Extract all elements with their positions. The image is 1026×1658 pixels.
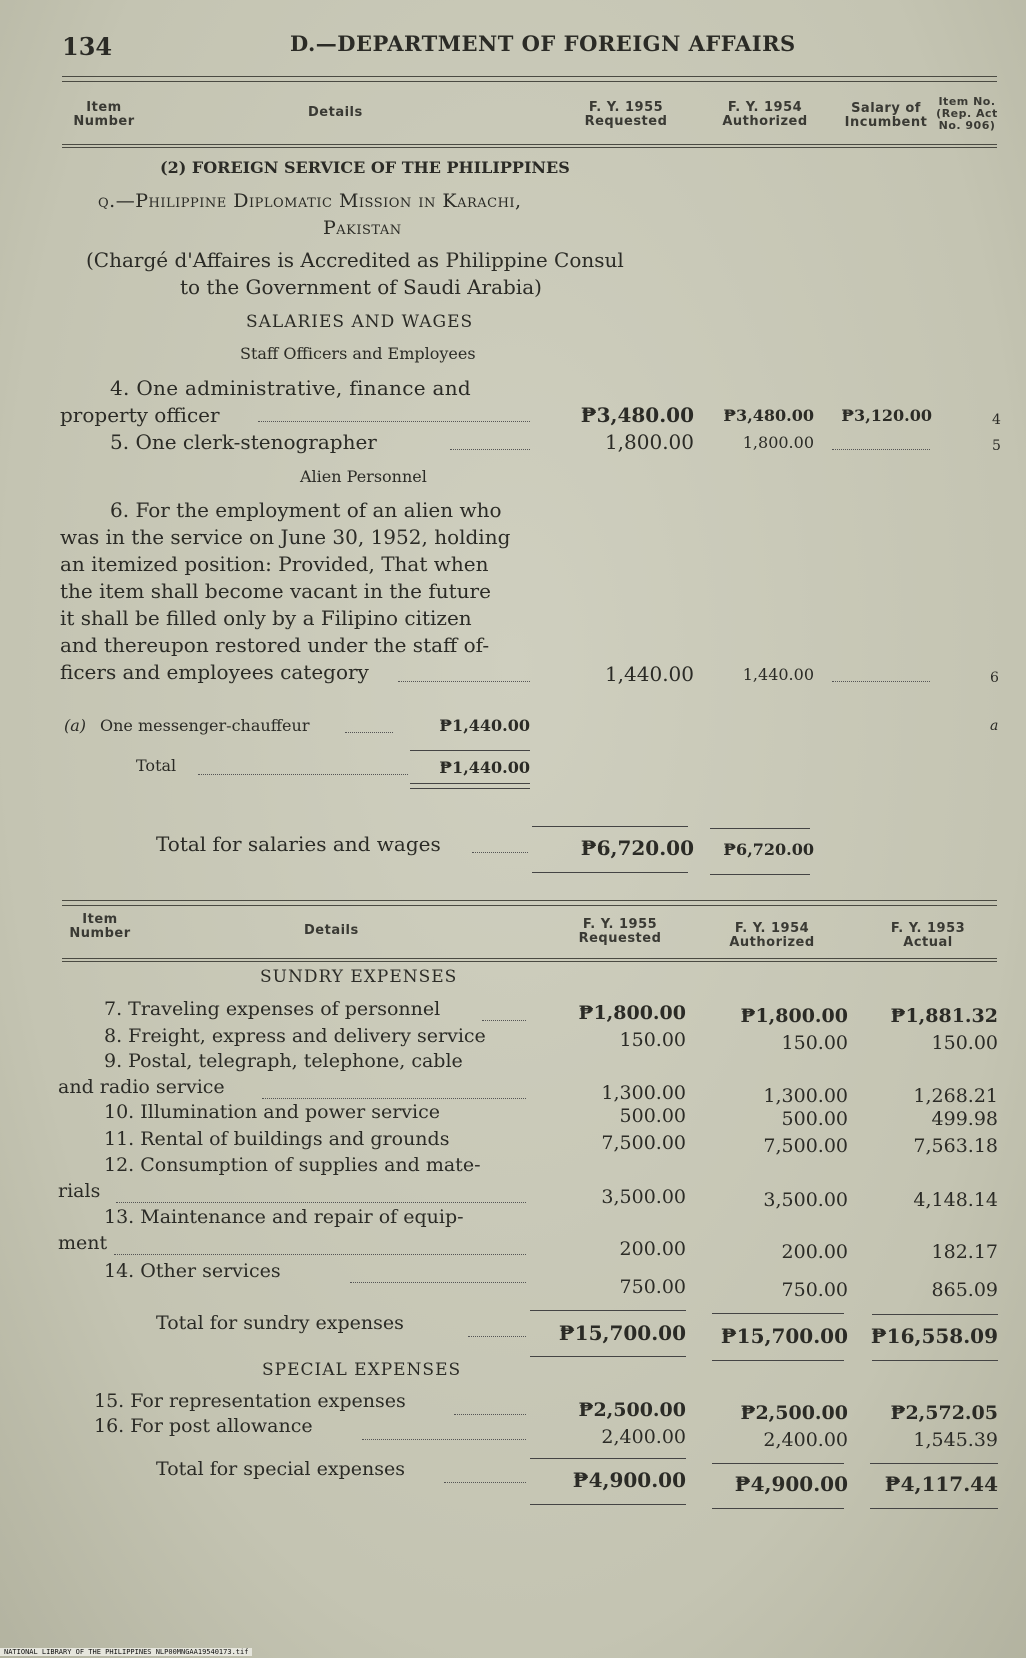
sundry-item-text-cont: and radio service [58, 1076, 225, 1098]
item6-line5: it shall be filled only by a Filipino citizen [60, 606, 472, 630]
sundry-item-authorized: 3,500.00 [763, 1189, 848, 1211]
t2-col-fy1954: F. Y. 1954 Authorized [729, 921, 815, 950]
sub-total-rule-1 [410, 783, 530, 784]
total-salaries-authorized: ₱6,720.00 [723, 840, 814, 859]
special-total-rule-auth-top [712, 1463, 844, 1464]
sundry-item-text-cont: rials [58, 1180, 101, 1202]
header-rule-bottom [62, 144, 997, 145]
sundry-total-rule-auth-bottom [712, 1360, 844, 1361]
sundry-item-authorized: 1,300.00 [763, 1085, 848, 1107]
item6-line4: the item shall become vacant in the future [60, 579, 491, 603]
special-item16-actual: 1,545.39 [913, 1429, 998, 1451]
sub-a-amount: ₱1,440.00 [439, 716, 530, 735]
t2-col-fy1955: F. Y. 1955 Requested [578, 917, 662, 946]
sundry-total-rule-auth-top [712, 1313, 844, 1314]
t1-col-details: Details [308, 105, 363, 120]
item5-requested: 1,800.00 [604, 430, 694, 454]
item6-authorized: 1,440.00 [742, 665, 814, 684]
sundry-item-leader [262, 1098, 526, 1099]
sub-total-leader [198, 774, 408, 775]
item6-line6: and thereupon restored under the staff of- [60, 633, 490, 657]
t1-col-itemno: Item No. (Rep. Act No. 906) [936, 95, 998, 132]
sundry-item-actual: 499.98 [931, 1108, 998, 1130]
item6-line2: was in the service on June 30, 1952, holding [60, 525, 511, 549]
t1-col-salary: Salary of Incumbent [844, 101, 928, 130]
alien-heading: Alien Personnel [300, 467, 427, 486]
sundry-item-authorized: 150.00 [781, 1032, 848, 1054]
header-rule-bottom-2 [62, 147, 997, 148]
sundry-item-text: 8. Freight, express and delivery service [104, 1025, 486, 1047]
total-special-label: Total for special expenses [156, 1458, 405, 1480]
total-sundry-authorized: ₱15,700.00 [720, 1324, 848, 1348]
total-salaries-label: Total for salaries and wages [156, 832, 441, 856]
sundry-item-actual: 4,148.14 [913, 1189, 998, 1211]
sundry-total-rule-req-top [530, 1310, 686, 1311]
sundry-item-authorized: 750.00 [781, 1279, 848, 1301]
t2-col-item-number: Item Number [69, 912, 131, 941]
special-item15-text: 15. For representation expenses [94, 1390, 406, 1412]
section-title: (2) FOREIGN SERVICE OF THE PHILIPPINES [160, 158, 570, 177]
item4-leader [258, 421, 530, 422]
item5-text: 5. One clerk-stenographer [110, 430, 377, 454]
sundry-item-authorized: 500.00 [781, 1108, 848, 1130]
total-salaries-rule-req-top [532, 826, 688, 827]
sundry-item-text: 12. Consumption of supplies and mate- [104, 1154, 481, 1176]
item6-line1: 6. For the employment of an alien who [110, 498, 502, 522]
total-salaries-requested: ₱6,720.00 [580, 836, 694, 860]
item6-line7: ficers and employees category [60, 660, 369, 684]
sundry-total-rule-req-bottom [530, 1356, 686, 1357]
total-sundry-requested: ₱15,700.00 [558, 1321, 686, 1345]
item4-line2: property officer [60, 403, 220, 427]
special-item16-requested: 2,400.00 [601, 1426, 686, 1448]
sundry-item-text: 10. Illumination and power service [104, 1101, 441, 1123]
sundry-item-requested: 750.00 [619, 1276, 686, 1298]
special-item15-leader [454, 1414, 526, 1415]
header-rule-top [62, 76, 997, 77]
item6-salary-leader [832, 681, 930, 682]
special-heading: SPECIAL EXPENSES [262, 1360, 462, 1380]
sub-a-rule [410, 750, 530, 751]
item4-salary: ₱3,120.00 [841, 406, 932, 425]
special-item15-authorized: ₱2,500.00 [740, 1402, 848, 1424]
item6-line3: an itemized position: Provided, That when [60, 552, 489, 576]
sundry-total-rule-act-bottom [872, 1360, 998, 1361]
sundry-item-requested: 500.00 [619, 1105, 686, 1127]
t2-col-fy1953: F. Y. 1953 Actual [890, 921, 966, 950]
sundry-item-authorized: ₱1,800.00 [740, 1005, 848, 1027]
sub-a-leader [345, 732, 393, 733]
sundry-item-leader [116, 1202, 526, 1203]
total-special-leader [444, 1482, 526, 1483]
total-salaries-rule-auth-top [710, 828, 810, 829]
item4-number: 4 [992, 412, 1001, 428]
item4-authorized: ₱3,480.00 [723, 406, 814, 425]
sub-total-amount: ₱1,440.00 [439, 758, 530, 777]
special-item16-leader [362, 1439, 526, 1440]
total-special-authorized: ₱4,900.00 [734, 1472, 848, 1496]
note-line1: (Chargé d'Affaires is Accredited as Philippine Consul [86, 248, 624, 272]
t1-col-fy1954: F. Y. 1954 Authorized [722, 100, 808, 129]
item6-leader [398, 681, 530, 682]
sundry-item-actual: 1,268.21 [913, 1085, 998, 1107]
special-total-rule-req-top [530, 1458, 686, 1459]
sundry-item-actual: 7,563.18 [913, 1135, 998, 1157]
item4-requested: ₱3,480.00 [580, 403, 694, 427]
sundry-item-actual: 150.00 [931, 1032, 998, 1054]
t1-col-fy1955: F. Y. 1955 Requested [584, 100, 668, 129]
special-item16-authorized: 2,400.00 [763, 1429, 848, 1451]
item6-requested: 1,440.00 [604, 662, 694, 686]
sundry-item-requested: 7,500.00 [601, 1132, 686, 1154]
salaries-heading: SALARIES AND WAGES [246, 312, 474, 332]
special-total-rule-auth-bottom [712, 1508, 844, 1509]
total-salaries-rule-req-bottom [532, 872, 688, 873]
sundry-item-requested: 3,500.00 [601, 1186, 686, 1208]
item5-authorized: 1,800.00 [742, 433, 814, 452]
sundry-item-leader [482, 1020, 526, 1021]
page-number: 134 [62, 32, 113, 61]
t1-col-item-number: Item Number [73, 100, 135, 129]
sundry-item-requested: 1,300.00 [601, 1082, 686, 1104]
sundry-item-leader [114, 1254, 526, 1255]
sundry-item-actual: 182.17 [931, 1241, 998, 1263]
sundry-heading: SUNDRY EXPENSES [260, 967, 458, 987]
mission-title-line2: Pakistan [323, 217, 402, 239]
item5-leader [450, 449, 530, 450]
total-special-actual: ₱4,117.44 [884, 1472, 998, 1496]
sundry-item-text: 13. Maintenance and repair of equip- [104, 1206, 464, 1228]
total-sundry-leader [468, 1336, 526, 1337]
staff-heading: Staff Officers and Employees [240, 344, 476, 363]
special-item16-text: 16. For post allowance [94, 1415, 313, 1437]
item5-number: 5 [992, 438, 1001, 454]
mission-title-line1: q.—Philippine Diplomatic Mission in Karachi, [98, 190, 522, 212]
t2-col-details: Details [304, 923, 359, 938]
sundry-item-requested: 200.00 [619, 1238, 686, 1260]
item6-number: 6 [990, 670, 999, 686]
sundry-item-text: 14. Other services [104, 1260, 281, 1282]
t2-header-rule-bottom [62, 958, 997, 959]
scan-footer: NATIONAL LIBRARY OF THE PHILIPPINES NLP00MNGAA19540173.tif [0, 1648, 252, 1656]
special-item15-actual: ₱2,572.05 [890, 1402, 998, 1424]
t2-header-rule-top-2 [62, 905, 997, 906]
sundry-item-authorized: 200.00 [781, 1241, 848, 1263]
sundry-item-leader [350, 1282, 526, 1283]
total-salaries-leader [472, 852, 528, 853]
special-total-rule-act-top [870, 1463, 998, 1464]
note-line2: to the Government of Saudi Arabia) [180, 275, 542, 299]
t2-header-rule-bottom-2 [62, 961, 997, 962]
sundry-item-authorized: 7,500.00 [763, 1135, 848, 1157]
sundry-item-requested: ₱1,800.00 [578, 1002, 686, 1024]
item4-line1: 4. One administrative, finance and [110, 376, 472, 400]
special-total-rule-act-bottom [870, 1508, 998, 1509]
special-total-rule-req-bottom [530, 1504, 686, 1505]
sundry-item-requested: 150.00 [619, 1029, 686, 1051]
special-item15-requested: ₱2,500.00 [578, 1399, 686, 1421]
sundry-item-actual: 865.09 [931, 1279, 998, 1301]
t2-header-rule-top [62, 900, 997, 901]
sub-a-number: a [990, 718, 999, 734]
sub-total-rule-2 [410, 788, 530, 789]
total-sundry-label: Total for sundry expenses [156, 1312, 404, 1334]
total-salaries-rule-auth-bottom [710, 874, 810, 875]
sundry-total-rule-act-top [872, 1314, 998, 1315]
sub-a-text: One messenger-chauffeur [100, 716, 310, 735]
total-sundry-actual: ₱16,558.09 [870, 1324, 998, 1348]
header-rule-top-2 [62, 81, 997, 82]
sundry-item-actual: ₱1,881.32 [890, 1005, 998, 1027]
sundry-item-text-cont: ment [58, 1232, 108, 1254]
sundry-item-text: 7. Traveling expenses of personnel [104, 998, 441, 1020]
sub-a-label: (a) [64, 716, 87, 735]
sub-total-label: Total [136, 756, 177, 775]
running-head: D.—DEPARTMENT OF FOREIGN AFFAIRS [290, 31, 796, 56]
total-special-requested: ₱4,900.00 [572, 1468, 686, 1492]
item5-salary-leader [832, 449, 930, 450]
sundry-item-text: 11. Rental of buildings and grounds [104, 1128, 450, 1150]
sundry-item-text: 9. Postal, telegraph, telephone, cable [104, 1050, 463, 1072]
